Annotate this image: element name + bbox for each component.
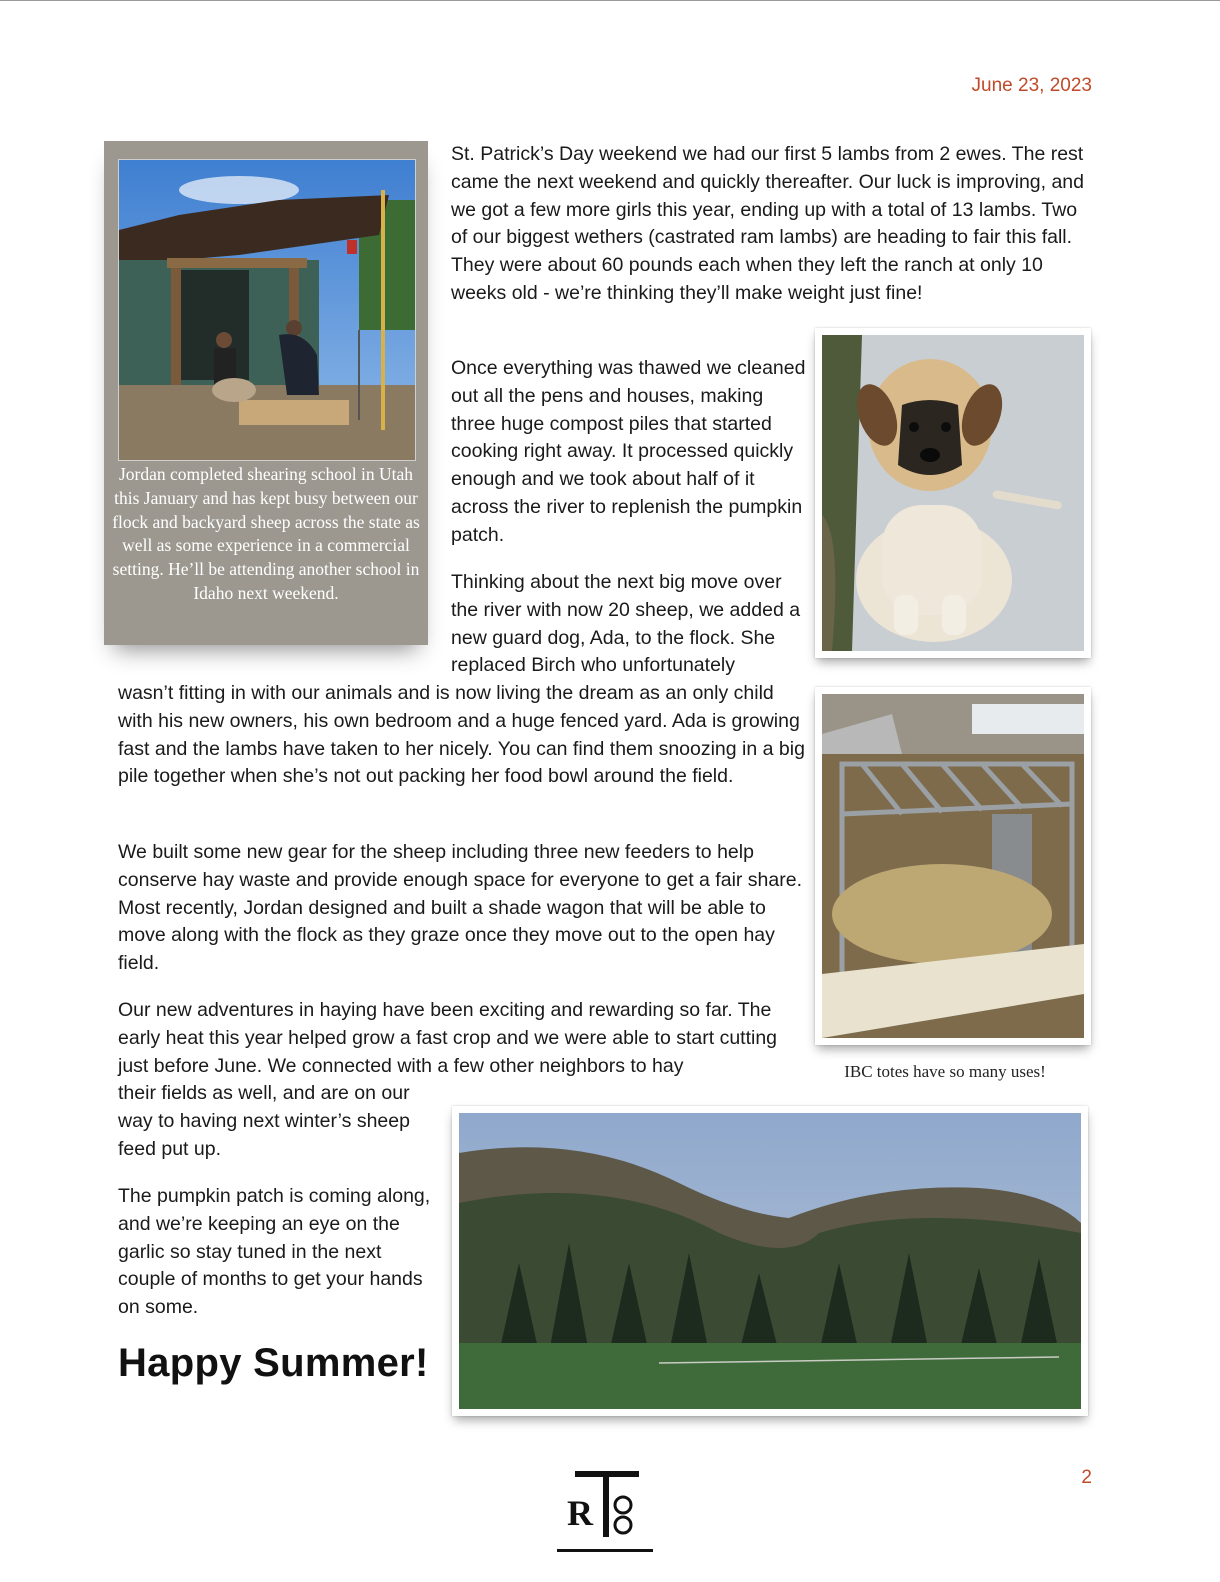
paragraph-haying-continued-text: their fields as well, and are on our way to having next winter’s sheep feed put up.: [118, 1082, 410, 1160]
puppy-photo-frame: [815, 328, 1091, 658]
landscape-photo-frame: [452, 1106, 1088, 1416]
shearing-sidebar: [104, 141, 428, 645]
paragraph-guard-dog-continued: [118, 680, 808, 791]
paragraph-haying-continued: [118, 1080, 438, 1163]
puppy-photo: [822, 335, 1084, 651]
paragraph-guard-dog-text: Thinking about the next big move over the river with now 20 sheep, we added a new guard dog, Ada, to the flock. She replaced Birch who unfortunately: [451, 571, 801, 677]
shearing-caption: Jordan completed shearing school in Utah this January and has kept busy between our flock and backyard sheep across the state as well as some experience in a commercial setting. He’ll be attending another school in Idaho next weekend.: [112, 464, 420, 603]
landscape-photo: [459, 1113, 1081, 1409]
paragraph-haying: [118, 997, 808, 1080]
shearing-photo: [118, 159, 416, 461]
feeder-caption: IBC totes have so many uses!: [844, 1062, 1046, 1081]
feeder-photo-frame: [815, 687, 1091, 1045]
paragraph-lambs: [451, 141, 1096, 308]
paragraph-pumpkin-text: The pumpkin patch is coming along, and we’re keeping an eye on the garlic so stay tuned in the next couple of months to get your hands on some.: [118, 1185, 431, 1319]
paragraph-lambs-text: St. Patrick’s Day weekend we had our first 5 lambs from 2 ewes. The rest came the next weekend and quickly thereafter. Our luck is improving, and we got a few more girls this year, ending up with a total of 13 lambs. Two of our biggest wethers (castrated ram lambs) are heading to fair this fall. They were about 60 pounds each when they left the ranch at only 10 weeks old - we’re thinking they’ll make weight just fine!: [451, 143, 1084, 304]
page-number: 2: [1081, 1467, 1092, 1488]
paragraph-guard-dog-continued-text: wasn’t fitting in with our animals and is now living the dream as an only child with his new owners, his own bedroom and a huge fenced yard. Ada is growing fast and the lambs have taken to her nicely. You can find them snoozing in a big pile together when she’s not out packing her food bowl around the field.: [118, 682, 805, 788]
paragraph-compost: [451, 355, 811, 550]
logo-letter-r: R: [567, 1493, 593, 1533]
closing-heading: Happy Summer!: [118, 1341, 429, 1385]
ranch-logo: [555, 1465, 655, 1557]
paragraph-pumpkin: [118, 1183, 438, 1322]
newsletter-date: June 23, 2023: [971, 75, 1092, 96]
paragraph-haying-text: Our new adventures in haying have been exciting and rewarding so far. The early heat this year helped grow a fast crop and we were able to start cutting just before June. We connected with a few other neighbors to hay: [118, 999, 778, 1077]
paragraph-compost-text: Once everything was thawed we cleaned out all the pens and houses, making three huge compost piles that started cooking right away. It processed quickly enough and we took about half of it across the river to replenish the pumpkin patch.: [451, 357, 806, 546]
paragraph-guard-dog: [451, 569, 811, 680]
feeder-photo: [822, 694, 1084, 1038]
paragraph-gear-text: We built some new gear for the sheep including three new feeders to help conserve hay waste and provide enough space for everyone to get a fair share. Most recently, Jordan designed and built a shade wagon that will be able to move along with the flock as they graze once they move out to the open hay field.: [118, 841, 803, 975]
paragraph-gear: [118, 839, 808, 978]
